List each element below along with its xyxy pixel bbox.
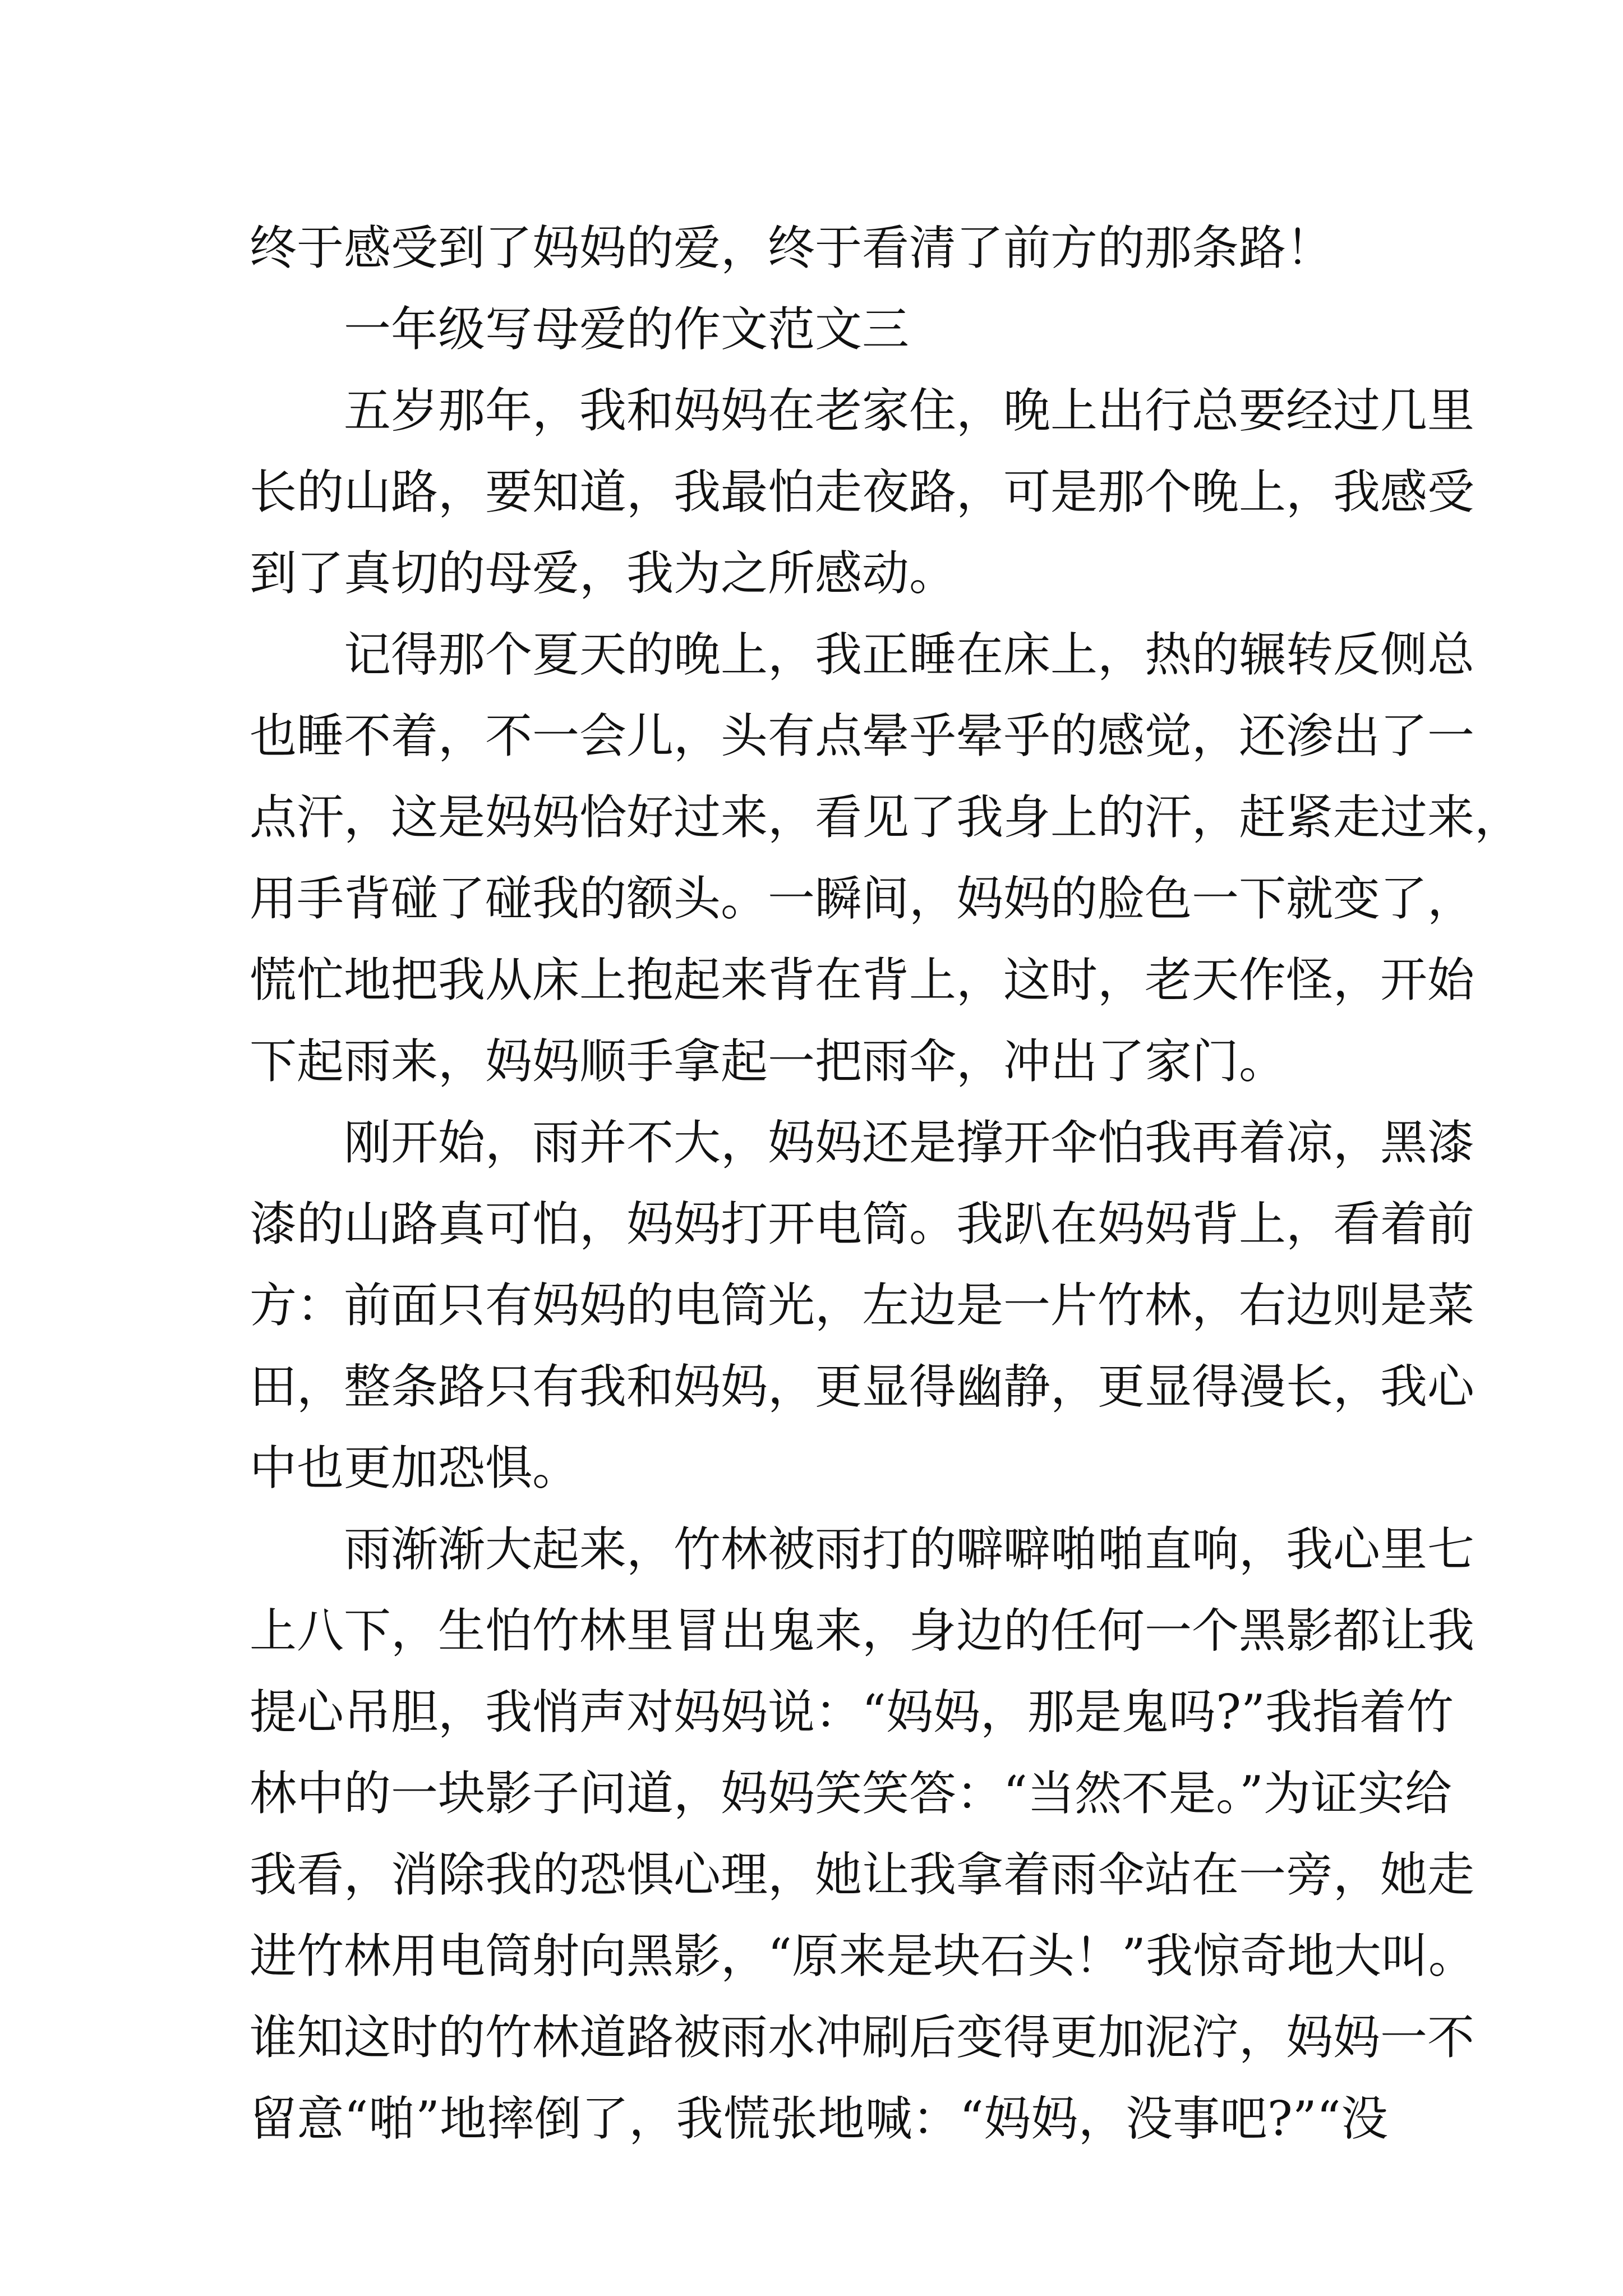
paragraph-1 — [250, 370, 1475, 614]
text-line: 雨渐渐大起来，竹林被雨打的噼噼啪啪直响，我心里七 — [344, 1522, 1475, 1577]
paragraph-2 — [250, 614, 1522, 1102]
paragraph-4 — [250, 1509, 1476, 2160]
text-line: 林中的一块影子问道，妈妈笑笑答：“当然不是。”为证实给 — [250, 1766, 1452, 1821]
paragraph-continuation — [250, 208, 1388, 289]
text-line: 提心吊胆，我悄声对妈妈说：“妈妈，那是鬼吗?”我指着竹 — [250, 1685, 1454, 1740]
text-line: 方：前面只有妈妈的电筒光，左边是一片竹林，右边则是菜 — [250, 1278, 1475, 1333]
text-line: 到了真切的母爱，我为之所感动。 — [250, 546, 957, 601]
text-line: 下起雨来，妈妈顺手拿起一把雨伞，冲出了家门。 — [250, 1034, 1287, 1089]
text-line: 谁知这时的竹林道路被雨水冲刷后变得更加泥泞，妈妈一不 — [250, 2010, 1475, 2065]
text-line: 我看，消除我的恐惧心理，她让我拿着雨伞站在一旁，她走 — [250, 1847, 1475, 1902]
document-body — [250, 208, 1522, 2160]
text-line: 终于感受到了妈妈的爱，终于看清了前方的那条路！ — [250, 220, 1334, 275]
essay-title — [250, 289, 1388, 370]
text-line: 漆的山路真可怕，妈妈打开电筒。我趴在妈妈背上，看着前 — [250, 1197, 1475, 1251]
paragraph-3 — [250, 1102, 1475, 1509]
text-line: 五岁那年，我和妈妈在老家住，晚上出行总要经过几里 — [344, 383, 1475, 438]
text-line: 中也更加恐惧。 — [250, 1441, 580, 1496]
text-line: 田，整条路只有我和妈妈，更显得幽静，更显得漫长，我心 — [250, 1359, 1475, 1414]
title-line: 一年级写母爱的作文范文三 — [344, 302, 910, 357]
text-line: 留意“啪”地摔倒了，我慌张地喊：“妈妈，没事吧?”“没 — [250, 2091, 1388, 2146]
text-line: 用手背碰了碰我的额头。一瞬间，妈妈的脸色一下就变了， — [250, 871, 1475, 926]
text-line: 刚开始，雨并不大，妈妈还是撑开伞怕我再着凉，黑漆 — [344, 1115, 1475, 1170]
text-line: 长的山路，要知道，我最怕走夜路，可是那个晚上，我感受 — [250, 464, 1475, 519]
text-line: 记得那个夏天的晚上，我正睡在床上，热的辗转反侧总 — [344, 627, 1475, 682]
text-line: 进竹林用电筒射向黑影，“原来是块石头！”我惊奇地大叫。 — [250, 1929, 1476, 1984]
text-line: 上八下，生怕竹林里冒出鬼来，身边的任何一个黑影都让我 — [250, 1603, 1475, 1658]
text-line: 点汗，这是妈妈恰好过来，看见了我身上的汗，赶紧走过来， — [250, 790, 1522, 845]
text-line: 也睡不着，不一会儿，头有点晕乎晕乎的感觉，还渗出了一 — [250, 708, 1475, 763]
text-line: 慌忙地把我从床上抱起来背在背上，这时，老天作怪，开始 — [250, 953, 1475, 1007]
